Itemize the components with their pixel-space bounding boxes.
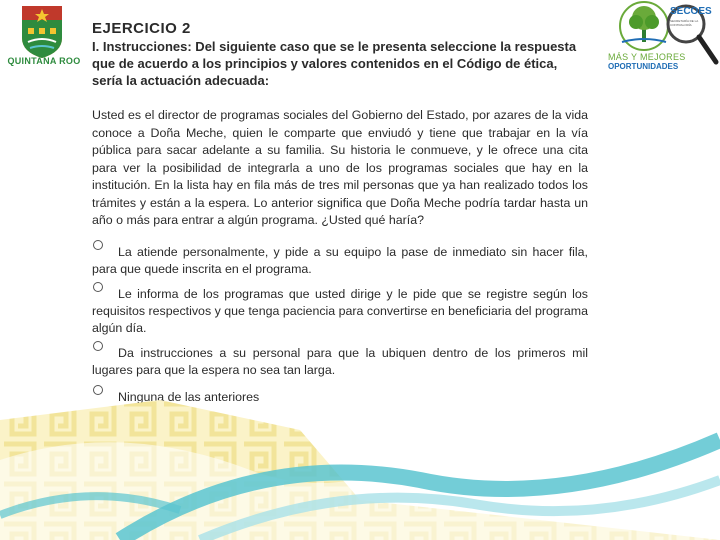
answer-option-2[interactable] (92, 286, 588, 337)
secoes-logo (604, 0, 720, 80)
secoes-title: SECOES (670, 6, 712, 17)
answer-option-3[interactable] (92, 345, 588, 379)
radio-button-2[interactable] (93, 282, 103, 292)
radio-button-4[interactable] (93, 385, 103, 395)
slogan-line-2: OPORTUNIDADES (608, 62, 679, 71)
answer-option-1-label: La atiende personalmente, y pide a su equipo la pase de inmediato sin hacer fila, para que quede inscrita en el programa. (92, 244, 588, 276)
answer-option-3-label: Da instrucciones a su personal para que la ubiquen dentro de los primeros mil lugares para que la espera no sea tan larga. (92, 345, 588, 377)
slogan-line-1: MÁS Y MEJORES (608, 52, 686, 62)
answer-option-4-label: Ninguna de las anteriores (118, 389, 260, 404)
radio-button-3[interactable] (93, 341, 103, 351)
secoes-tagline: SECRETARÍA DE LA CONTRALORÍA (670, 19, 699, 27)
decorative-footer-pattern (0, 400, 720, 540)
radio-button-1[interactable] (93, 240, 103, 250)
instructions-text: I. Instrucciones: Del siguiente caso que se le presenta seleccione la respuesta que de acuerdo a los principios y valores contenidos en el Código de ética, sería la actuación adecuada: (92, 39, 577, 88)
exercise-title: EJERCICIO 2 (92, 20, 191, 37)
exercise-content (92, 20, 588, 412)
answer-option-2-label: Le informa de los programas que usted dirige y le pide que se registre según los requisitos respectivos y que tenga paciencia para convertirse en beneficiaria del programa algún día. (92, 286, 588, 335)
answer-option-1[interactable] (92, 244, 588, 278)
quintana-roo-logo (4, 4, 80, 76)
quintana-roo-wordmark: QUINTANA ROO (7, 56, 81, 66)
case-text: Usted es el director de programas sociales del Gobierno del Estado, por azares de la vida conoce a Doña Meche, quien le comparte que enviudó y tiene que trabajar en la vía pública para sacar adelante a su familia. Su historia le conmueve, y le ofrece una cita para ver la posibilidad de integrarla a uno de los programas sociales que hay en la institución. En la lista hay en fila más de tres mil personas que ya han realizado todos los trámites y están a la espera. Lo anterior significa que Doña Meche podría tardar hasta un año o más para entrar a algún programa. ¿Usted qué haría? (92, 108, 588, 227)
